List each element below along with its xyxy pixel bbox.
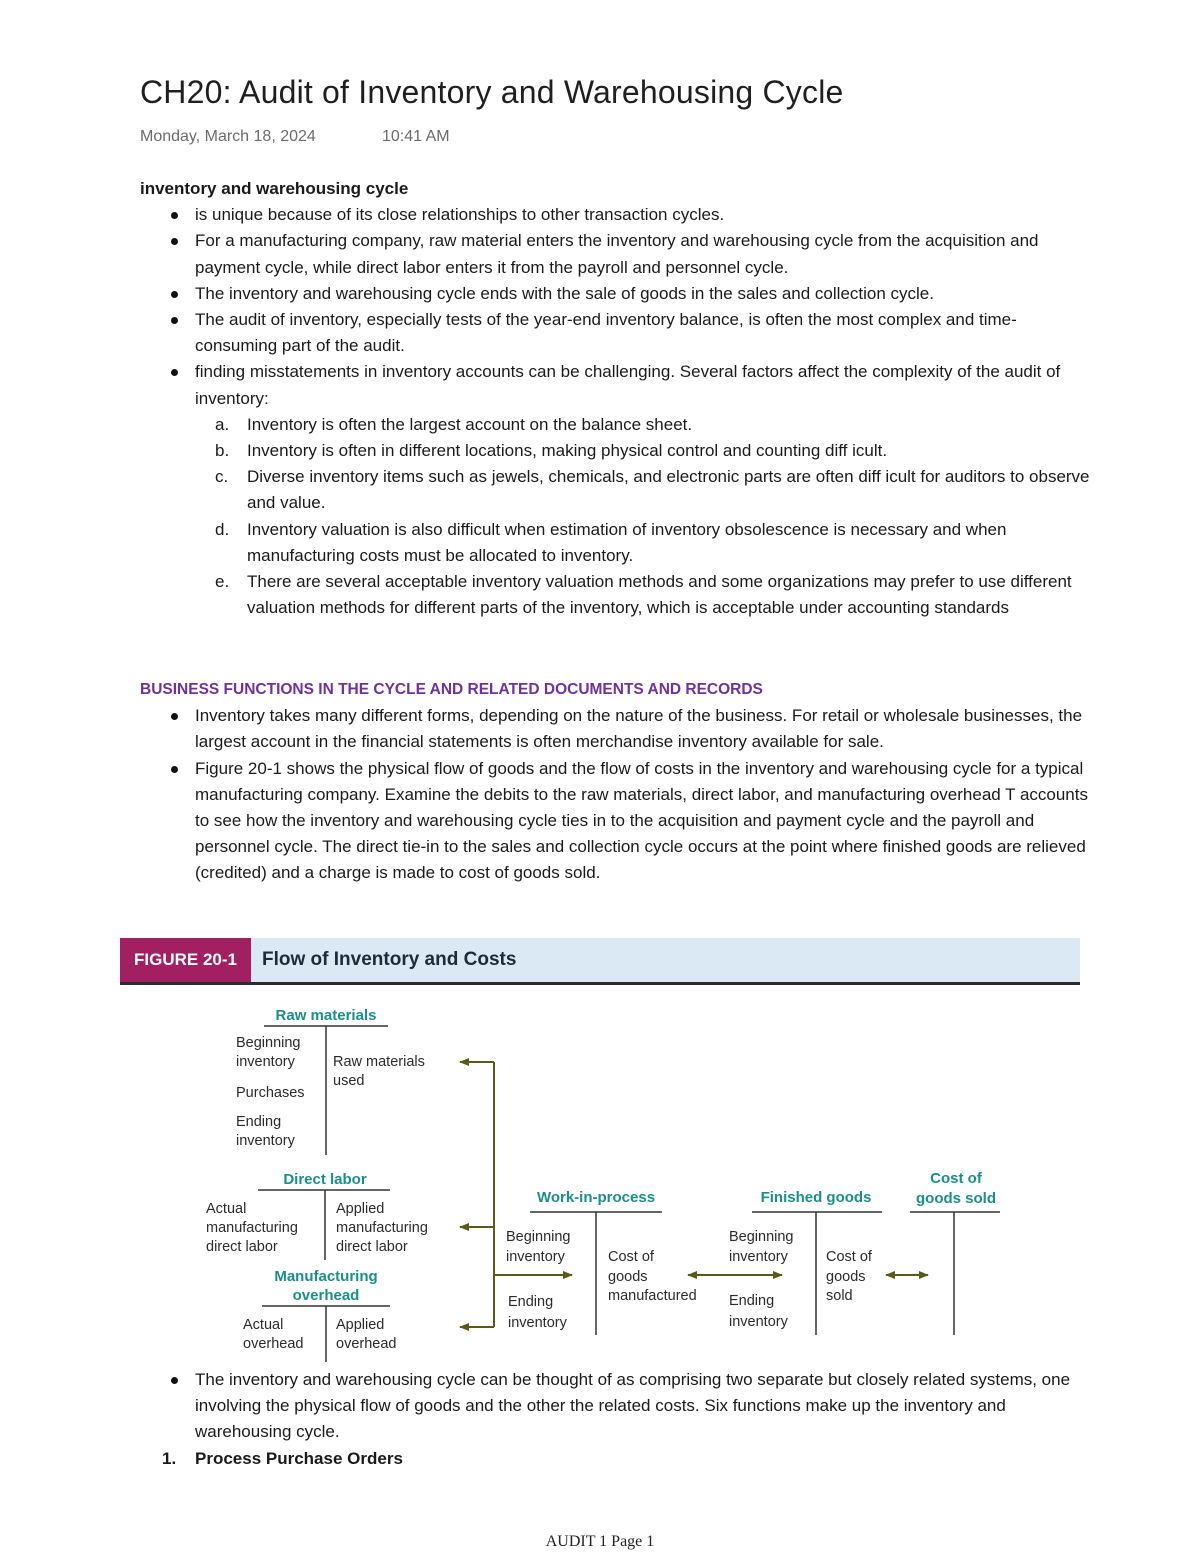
wip-title: Work-in-process: [536, 1189, 656, 1206]
page-date: Monday, March 18, 2024: [140, 128, 316, 145]
wip-cost-3: manufactured: [608, 1288, 697, 1304]
direct-labor-applied-3: direct labor: [336, 1239, 408, 1255]
raw-materials-title: Raw materials: [275, 1007, 377, 1024]
list-item: The audit of inventory, especially tests of the year-end inventory balance, is often the most complex and time-consuming part of the audit.: [140, 307, 1090, 359]
raw-materials-ending-2: inventory: [236, 1133, 295, 1149]
finished-beginning: Beginning: [729, 1229, 794, 1245]
overhead-actual-2: overhead: [243, 1336, 304, 1352]
raw-materials-beginning-2: inventory: [236, 1054, 295, 1070]
raw-materials-used: Raw materials: [333, 1054, 425, 1070]
page-time: 10:41 AM: [382, 128, 450, 145]
finished-cost-2: goods: [826, 1269, 866, 1285]
list-item: The inventory and warehousing cycle ends with the sale of goods in the sales and collection cycle.: [140, 281, 1090, 307]
direct-labor-applied-2: manufacturing: [336, 1220, 428, 1236]
raw-materials-beginning: Beginning: [236, 1035, 301, 1051]
sub-list-marker: b.: [215, 441, 230, 461]
section-heading: inventory and warehousing cycle: [140, 179, 409, 198]
finished-ending: Ending: [729, 1293, 775, 1309]
numbered-marker: 1.: [162, 1448, 177, 1468]
sub-list-text: Inventory is often the largest account on the balance sheet.: [247, 414, 693, 434]
sub-list-marker: d.: [215, 519, 230, 539]
list-item: Inventory takes many different forms, depending on the nature of the business. For retail or wholesale businesses, the largest account in the financial statements is often merchandise inventory available for sale.: [140, 703, 1090, 755]
finished-ending-2: inventory: [729, 1314, 788, 1330]
sub-list-marker: a.: [215, 414, 230, 434]
cogs-title-2: goods sold: [916, 1190, 996, 1207]
figure-title: Flow of Inventory and Costs: [262, 949, 517, 970]
finished-cost-3: sold: [826, 1288, 853, 1304]
list-item: For a manufacturing company, raw material enters the inventory and warehousing cycle from the acquisition and payment cycle, while direct labor enters it from the payroll and personnel cycle.: [140, 228, 1090, 280]
page-footer: AUDIT 1 Page 1: [545, 1533, 655, 1550]
wip-cost: Cost of: [608, 1249, 654, 1265]
raw-materials-used-2: used: [333, 1073, 365, 1089]
sub-list-marker: e.: [215, 572, 230, 592]
wip-beginning: Beginning: [506, 1229, 571, 1245]
sub-list-text: Diverse inventory items such as jewels, chemicals, and electronic parts are often diff icult for auditors to observe and value.: [247, 467, 1090, 513]
list-item: Figure 20-1 shows the physical flow of goods and the flow of costs in the inventory and warehousing cycle for a typical manufacturing company. Examine the debits to the raw materials, direct labor, and manufacturing overhead T accounts to see how the inventory and warehousing cycle ties in to the acquisition and payment cycle and the payroll and personnel cycle. The direct tie-in to the sales and collection cycle occurs at the point where finished goods are relieved (credited) and a charge is made to cost of goods sold.: [140, 756, 1090, 887]
direct-labor-actual-3: direct labor: [206, 1239, 278, 1255]
sub-list-marker: c.: [215, 467, 229, 487]
numbered-text: Process Purchase Orders: [195, 1448, 403, 1468]
list-item: The inventory and warehousing cycle can be thought of as comprising two separate but closely related systems, one involving the physical flow of goods and the other the related costs. Six functions make up the inventory and warehousing cycle.: [140, 1367, 1090, 1446]
sub-list-text: Inventory valuation is also difficult when estimation of inventory obsolescence is necessary and when manufacturing costs must be allocated to inventory.: [247, 519, 1007, 565]
sub-list-text: Inventory is often in different locations, making physical control and counting diff icult.: [247, 441, 888, 461]
wip-ending-2: inventory: [508, 1315, 567, 1331]
numbered-list: [140, 1446, 1090, 1472]
direct-labor-actual: Actual: [206, 1201, 247, 1217]
direct-labor-actual-2: manufacturing: [206, 1220, 298, 1236]
bullet-list: [140, 1367, 1090, 1446]
raw-materials-purchases: Purchases: [236, 1085, 305, 1101]
direct-labor-applied: Applied: [336, 1201, 385, 1217]
page-title: CH20: Audit of Inventory and Warehousing Cycle: [140, 74, 844, 110]
finished-cost: Cost of: [826, 1249, 872, 1265]
section-cycle-functions: [140, 1367, 1090, 1472]
raw-materials-ending: Ending: [236, 1114, 282, 1130]
overhead-title-2: overhead: [292, 1287, 360, 1304]
list-item-text: finding misstatements in inventory accounts can be challenging. Several factors affect the complexity of the audit of inventory:: [195, 362, 1061, 408]
figure-tag: FIGURE 20-1: [120, 938, 251, 982]
list-item: is unique because of its close relationships to other transaction cycles.: [140, 202, 1090, 228]
wip-beginning-2: inventory: [506, 1249, 565, 1265]
wip-ending: Ending: [508, 1294, 554, 1310]
sub-list-text: There are several acceptable inventory valuation methods and some organizations may prefer to use different valuation methods for different parts of the inventory, which is acceptable under accounting standards: [247, 572, 1072, 618]
wip-cost-2: goods: [608, 1269, 648, 1285]
overhead-title: Manufacturing: [274, 1268, 378, 1285]
section-heading: BUSINESS FUNCTIONS IN THE CYCLE AND RELATED DOCUMENTS AND RECORDS: [140, 681, 763, 698]
cogs-title: Cost of: [930, 1170, 982, 1187]
overhead-actual: Actual: [243, 1317, 284, 1333]
numbered-item: [140, 1446, 1090, 1472]
overhead-applied: Applied: [336, 1317, 385, 1333]
finished-beginning-2: inventory: [729, 1249, 788, 1265]
finished-title: Finished goods: [760, 1189, 872, 1206]
direct-labor-title: Direct labor: [283, 1171, 367, 1188]
overhead-applied-2: overhead: [336, 1336, 397, 1352]
